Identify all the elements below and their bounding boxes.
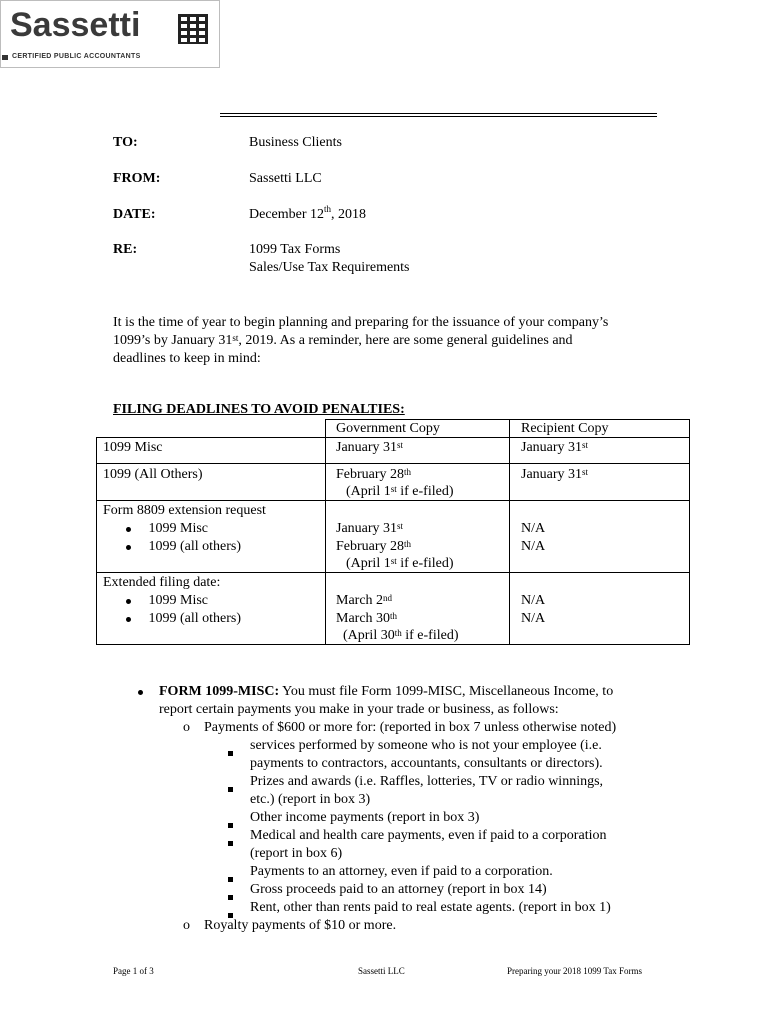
intro-line-1: It is the time of year to begin planning and preparing for the issuance of your company’s — [113, 315, 609, 330]
list-item: Rent, other than rents paid to real estate agents. (report in box 1) — [250, 900, 611, 915]
circle-bullet-icon: o — [183, 720, 190, 735]
cell: N/A — [521, 593, 546, 608]
table-heading: FILING DEADLINES TO AVOID PENALTIES: — [113, 402, 405, 417]
list-item: Payments to an attorney, even if paid to a corporation. — [250, 864, 553, 879]
bullet-icon — [126, 545, 131, 550]
re-label: RE: — [113, 242, 138, 257]
cell: January 31st — [521, 467, 589, 482]
to-value: Business Clients — [249, 135, 342, 150]
footer-title: Preparing your 2018 1099 Tax Forms — [507, 966, 642, 976]
re-value-2: Sales/Use Tax Requirements — [249, 260, 410, 275]
row-label: 1099 (All Others) — [103, 467, 203, 482]
cell: January 31st — [336, 440, 404, 455]
circle-bullet-icon: o — [183, 918, 190, 933]
square-bullet-icon — [228, 870, 233, 888]
sub-item: Royalty payments of $10 or more. — [204, 918, 397, 933]
footer-company: Sassetti LLC — [358, 966, 405, 976]
company-logo — [0, 0, 220, 68]
cell: N/A — [521, 521, 546, 536]
list-item: Gross proceeds paid to an attorney (report in box 14) — [250, 882, 547, 897]
list-item: Prizes and awards (i.e. Raffles, lotteries, TV or radio winnings, — [250, 774, 604, 789]
intro-line-3: deadlines to keep in mind: — [113, 351, 261, 366]
list-item: 1099 Misc — [126, 520, 208, 538]
bullet-icon — [138, 683, 143, 701]
square-bullet-icon — [228, 744, 233, 762]
square-bullet-icon — [228, 888, 233, 906]
cell: N/A — [521, 539, 546, 554]
logo-wordmark: Sassetti — [10, 6, 141, 44]
bullet-icon — [126, 617, 131, 622]
footer-page: Page 1 of 3 — [113, 966, 154, 976]
cell: (April 1st if e-filed) — [346, 484, 454, 499]
list-item: 1099 (all others) — [126, 538, 241, 556]
cell: N/A — [521, 611, 546, 626]
list-item: Other income payments (report in box 3) — [250, 810, 480, 825]
form1099-intro-2: report certain payments you make in your trade or business, as follows: — [159, 702, 559, 717]
row-label: Extended filing date: — [103, 575, 221, 590]
date-value: December 12th, 2018 — [249, 204, 367, 222]
row-label: Form 8809 extension request — [103, 503, 266, 518]
logo-bar — [2, 55, 8, 60]
cell: March 30th — [336, 611, 398, 626]
list-item: services performed by someone who is not your employee (i.e. — [250, 738, 602, 753]
col-header-recipient: Recipient Copy — [521, 421, 609, 436]
square-bullet-icon — [228, 816, 233, 834]
cell: January 31st — [521, 440, 589, 455]
list-item: 1099 (all others) — [126, 610, 241, 628]
to-label: TO: — [113, 135, 138, 150]
list-item: etc.) (report in box 3) — [250, 792, 371, 807]
list-item: (report in box 6) — [250, 846, 343, 861]
filing-deadlines-table — [96, 419, 690, 645]
cell: March 2nd — [336, 593, 393, 608]
col-header-government: Government Copy — [336, 421, 440, 436]
list-item: 1099 Misc — [126, 592, 208, 610]
re-value-1: 1099 Tax Forms — [249, 242, 341, 257]
row-label: 1099 Misc — [103, 440, 163, 455]
from-value: Sassetti LLC — [249, 171, 322, 186]
from-label: FROM: — [113, 171, 161, 186]
cell: January 31st — [336, 521, 404, 536]
square-bullet-icon — [228, 834, 233, 852]
cell: February 28th — [336, 539, 412, 554]
cell: (April 1st if e-filed) — [346, 556, 454, 571]
logo-building-icon — [178, 14, 208, 44]
list-item: Medical and health care payments, even if paid to a corporation — [250, 828, 607, 843]
logo-tagline: CERTIFIED PUBLIC ACCOUNTANTS — [12, 53, 141, 60]
cell: February 28th — [336, 467, 412, 482]
form1099-intro: FORM 1099-MISC: You must file Form 1099-MISC, Miscellaneous Income, to — [159, 684, 614, 699]
square-bullet-icon — [228, 780, 233, 798]
intro-line-2: 1099’s by January 31st, 2019. As a reminder, here are some general guidelines and — [113, 333, 573, 348]
header-rule — [220, 113, 657, 114]
header-rule — [220, 116, 657, 117]
bullet-icon — [126, 527, 131, 532]
date-label: DATE: — [113, 207, 156, 222]
bullet-icon — [126, 599, 131, 604]
cell: (April 30th if e-filed) — [343, 628, 459, 643]
list-item: payments to contractors, accountants, consultants or directors). — [250, 756, 603, 771]
sub-item: Payments of $600 or more for: (reported in box 7 unless otherwise noted) — [204, 720, 617, 735]
